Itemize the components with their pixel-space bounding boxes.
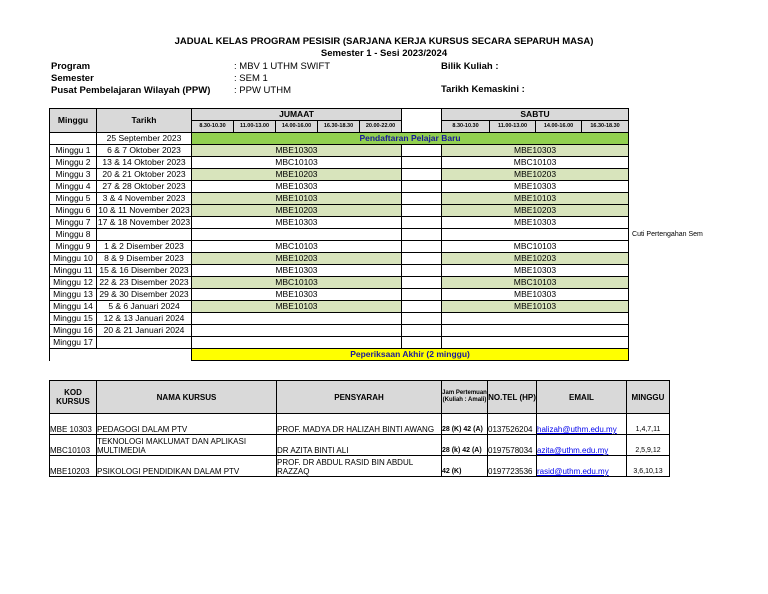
email-cell (537, 414, 627, 435)
week-cell: Minggu 8 (50, 229, 97, 241)
week-cell: Minggu 3 (50, 169, 97, 181)
gap-cell (402, 301, 442, 313)
weeks-list: 2,5,9,12 (627, 435, 670, 456)
email-cell (537, 435, 627, 456)
saturday-course-cell (442, 157, 629, 169)
week-cell: Minggu 10 (50, 253, 97, 265)
date-cell: 3 & 4 November 2023 (97, 193, 192, 205)
saturday-course-cell (442, 253, 629, 265)
course-code: MBC10103 (50, 435, 97, 456)
course-name: TEKNOLOGI MAKLUMAT DAN APLIKASI MULTIMEDIA (97, 435, 277, 456)
gap-cell (402, 169, 442, 181)
sabtu-slot-3: 14.00-16.00 (536, 121, 582, 133)
date-cell: 13 & 14 Oktober 2023 (97, 157, 192, 169)
col-tarikh-header: Tarikh (97, 109, 192, 133)
saturday-course-cell (442, 337, 629, 349)
registration-row (50, 133, 629, 145)
friday-course-cell: MBE10103 (192, 301, 402, 313)
date-cell: 29 & 30 Disember 2023 (97, 289, 192, 301)
col-sabtu-header: SABTU (442, 109, 629, 121)
contact-hours: 28 (k) 42 (A) (442, 435, 488, 456)
saturday-course-cell (442, 193, 629, 205)
saturday-course-code: MBE10203 (514, 253, 557, 263)
schedule-row (50, 205, 629, 217)
schedule-row (50, 229, 629, 241)
pensyarah-header: PENSYARAH (277, 381, 442, 414)
sabtu-slot-2: 11.00-13.00 (490, 121, 536, 133)
schedule-row (50, 265, 629, 277)
week-cell: Minggu 16 (50, 325, 97, 337)
kod-kursus-header: KOD KURSUS (50, 381, 97, 414)
saturday-course-code: MBE10103 (514, 301, 557, 311)
schedule-row (50, 313, 629, 325)
phone-number: 0197723536 (488, 456, 537, 477)
gap-cell (402, 193, 442, 205)
schedule-row (50, 181, 629, 193)
date-cell: 6 & 7 Oktober 2023 (97, 145, 192, 157)
date-cell: 22 & 23 Disember 2023 (97, 277, 192, 289)
friday-course-cell: MBE10303 (192, 181, 402, 193)
minggu-header: MINGGU (627, 381, 670, 414)
week-cell: Minggu 17 (50, 337, 97, 349)
weeks-list: 1,4,7,11 (627, 414, 670, 435)
document-subtitle: Semester 1 - Sesi 2023/2024 (320, 48, 448, 59)
lecturer-name: PROF. DR ABDUL RASID BIN ABDUL RAZZAQ (277, 456, 442, 477)
week-cell: Minggu 4 (50, 181, 97, 193)
date-cell: 5 & 6 Januari 2024 (97, 301, 192, 313)
saturday-course-code: MBE10303 (514, 217, 557, 227)
schedule-row (50, 157, 629, 169)
friday-course-cell: MBE10303 (192, 145, 402, 157)
course-header-row (50, 381, 670, 414)
date-cell (97, 337, 192, 349)
friday-course-cell (192, 337, 402, 349)
course-row (50, 414, 670, 435)
gap-cell (402, 241, 442, 253)
no-tel-header: NO.TEL (HP) (488, 381, 537, 414)
friday-course-cell (192, 229, 402, 241)
friday-course-cell: MBC10103 (192, 157, 402, 169)
schedule-row (50, 145, 629, 157)
friday-course-cell: MBE10203 (192, 205, 402, 217)
saturday-course-cell (442, 289, 629, 301)
week-cell (50, 133, 97, 145)
saturday-course-code: MBE10303 (514, 289, 557, 299)
saturday-course-cell (442, 325, 629, 337)
week-cell: Minggu 2 (50, 157, 97, 169)
gap-cell (402, 181, 442, 193)
date-cell: 17 & 18 November 2023 (97, 217, 191, 227)
friday-course-cell: MBE10303 (192, 265, 402, 277)
weeks-list: 3,6,10,13 (627, 456, 670, 477)
schedule-table (49, 108, 703, 361)
saturday-course-code: MBC10103 (513, 241, 557, 251)
date-cell: 8 & 9 Disember 2023 (97, 253, 192, 265)
saturday-course-cell (442, 301, 629, 313)
email-link[interactable]: halizah@uthm.edu.my (537, 425, 617, 434)
date-cell: 20 & 21 Januari 2024 (97, 325, 192, 337)
jumaat-slot-4: 16.30-18.30 (318, 121, 360, 133)
final-exam-banner: Peperiksaan Akhir (2 minggu) (192, 349, 629, 361)
lecturer-name: DR AZITA BINTI ALI (277, 435, 442, 456)
week-cell: Minggu 13 (50, 289, 97, 301)
date-cell: 1 & 2 Disember 2023 (97, 241, 192, 253)
date-cell: 12 & 13 Januari 2024 (97, 313, 192, 325)
document-title: JADUAL KELAS PROGRAM PESISIR (SARJANA KERJA KURSUS SECARA SEPARUH MASA) (174, 36, 594, 47)
date-cell: 10 & 11 November 2023 (98, 205, 190, 215)
saturday-course-code: MBE10203 (514, 169, 557, 179)
ppw-label: Pusat Pembelajaran Wilayah (PPW) (51, 85, 211, 96)
schedule-row (50, 337, 629, 349)
saturday-course-cell (442, 205, 629, 217)
schedule-row (50, 277, 629, 289)
schedule-row (50, 253, 629, 265)
week-cell: Minggu 9 (50, 241, 97, 253)
week-cell: Minggu 5 (50, 193, 97, 205)
friday-course-cell: MBC10103 (192, 241, 402, 253)
course-name: PEDAGOGI DALAM PTV (97, 414, 277, 435)
course-row (50, 456, 670, 477)
friday-course-cell (192, 313, 402, 325)
jumaat-slot-2: 11.00-13.00 (234, 121, 276, 133)
friday-course-cell: MBE10203 (192, 169, 402, 181)
saturday-course-code: MBE10203 (514, 205, 557, 215)
saturday-course-cell (442, 265, 629, 277)
gap-cell (402, 337, 442, 349)
jumaat-slot-3: 14.00-16.00 (276, 121, 318, 133)
saturday-course-code: MBC10103 (513, 157, 557, 167)
email-link[interactable]: azita@uthm.edu.my (537, 446, 609, 455)
ppw-value: : PPW UTHM (234, 85, 291, 96)
saturday-course-cell (442, 229, 703, 241)
saturday-course-cell (442, 169, 629, 181)
date-cell: 20 & 21 Oktober 2023 (97, 169, 192, 181)
gap-cell (402, 205, 442, 217)
week-cell: Minggu 12 (50, 277, 97, 289)
semester-value: : SEM 1 (234, 73, 268, 84)
schedule-row (50, 241, 629, 253)
lecturer-name: PROF. MADYA DR HALIZAH BINTI AWANG (277, 414, 442, 435)
schedule-row (50, 289, 629, 301)
schedule-row (50, 217, 629, 229)
course-row (50, 435, 670, 456)
contact-hours: 42 (K) (442, 456, 488, 477)
exam-blank (50, 349, 192, 361)
gap-cell (402, 289, 442, 301)
jumaat-slot-5: 20.00-22.00 (360, 121, 402, 133)
saturday-course-cell (442, 241, 629, 253)
registration-banner: Pendaftaran Pelajar Baru (192, 133, 629, 145)
week-cell: Minggu 14 (50, 301, 97, 313)
gap-cell (402, 145, 442, 157)
saturday-course-code: MBE10303 (514, 265, 557, 275)
schedule-row (50, 193, 629, 205)
schedule-row (50, 169, 629, 181)
col-minggu-header: Minggu (50, 109, 97, 133)
saturday-course-cell (442, 313, 629, 325)
sabtu-slot-1: 8.30-10.30 (442, 121, 490, 133)
saturday-course-cell (442, 181, 629, 193)
friday-course-cell: MBE10203 (192, 253, 402, 265)
date-cell: 15 & 16 Disember 2023 (97, 265, 192, 277)
exam-row (50, 349, 629, 361)
saturday-course-cell (442, 145, 629, 157)
sabtu-slot-4: 16.30-18.30 (582, 121, 629, 133)
phone-number: 0137526204 (488, 414, 537, 435)
saturday-course-cell (442, 217, 629, 229)
gap-cell (402, 253, 442, 265)
gap-cell (402, 157, 442, 169)
gap-cell (402, 277, 442, 289)
email-cell (537, 456, 627, 477)
gap-header (402, 109, 442, 133)
email-link[interactable]: rasid@uthm.edu.my (537, 467, 609, 476)
schedule-header-row (50, 109, 629, 121)
friday-course-cell (192, 325, 402, 337)
schedule-row (50, 325, 629, 337)
semester-label: Semester (51, 73, 94, 84)
gap-cell (402, 313, 442, 325)
friday-course-cell: MBC10103 (192, 277, 402, 289)
tarikh-kemaskini-label: Tarikh Kemaskini : (441, 84, 525, 95)
week-cell: Minggu 7 (50, 217, 97, 229)
program-label: Program (51, 61, 91, 72)
jumaat-slot-1: 8.30-10.30 (192, 121, 234, 133)
course-code: MBE10203 (50, 456, 97, 477)
week-cell: Minggu 11 (50, 265, 97, 277)
nama-kursus-header: NAMA KURSUS (97, 381, 277, 414)
week-cell: Minggu 1 (50, 145, 97, 157)
friday-course-cell: MBE10303 (192, 289, 402, 301)
saturday-course-code: MBE10103 (514, 193, 557, 203)
course-code: MBE 10303 (50, 414, 97, 435)
gap-cell (402, 325, 442, 337)
bilik-kuliah-label: Bilik Kuliah : (441, 61, 499, 72)
course-name: PSIKOLOGI PENDIDIKAN DALAM PTV (97, 456, 277, 477)
date-cell: 25 September 2023 (97, 133, 192, 145)
program-value: : MBV 1 UTHM SWIFT (234, 61, 331, 72)
saturday-course-code: MBE10303 (514, 145, 557, 155)
friday-course-cell: MBE10103 (192, 193, 402, 205)
saturday-course-code: MBC10103 (513, 277, 557, 287)
jam-pertemuan-header: Jam Pertemuan (Kuliah : Amali) (442, 381, 488, 414)
saturday-course-code: MBE10303 (514, 181, 557, 191)
col-jumaat-header: JUMAAT (192, 109, 402, 121)
week-cell: Minggu 6 (50, 205, 97, 217)
mid-semester-break-note: Cuti Pertengahan Sem (632, 231, 703, 238)
phone-number: 0197578034 (488, 435, 537, 456)
course-table (49, 380, 670, 477)
date-cell: 27 & 28 Oktober 2023 (97, 181, 192, 193)
gap-cell (402, 217, 442, 229)
gap-cell (402, 229, 442, 241)
week-cell: Minggu 15 (50, 313, 97, 325)
email-header: EMAIL (537, 381, 627, 414)
saturday-course-cell (442, 277, 629, 289)
gap-cell (402, 265, 442, 277)
contact-hours: 28 (K) 42 (A) (442, 414, 488, 435)
schedule-row (50, 301, 629, 313)
date-cell (97, 229, 192, 241)
friday-course-cell: MBE10303 (192, 217, 402, 229)
